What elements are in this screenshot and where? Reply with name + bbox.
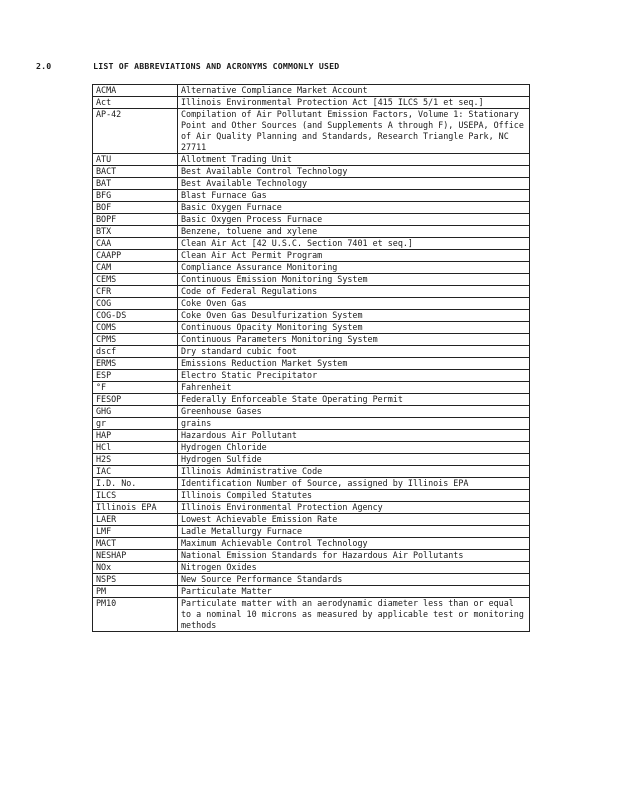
abbreviations-table-body [93, 85, 530, 632]
abbreviation-cell: PM [93, 586, 178, 598]
definition-cell: Illinois Administrative Code [178, 466, 530, 478]
abbreviation-cell: °F [93, 382, 178, 394]
table-row [93, 586, 530, 598]
table-row [93, 214, 530, 226]
definition-cell: National Emission Standards for Hazardous Air Pollutants [178, 550, 530, 562]
definition-cell: Hydrogen Chloride [178, 442, 530, 454]
abbreviation-cell: BACT [93, 166, 178, 178]
abbreviation-cell: ILCS [93, 490, 178, 502]
table-row [93, 322, 530, 334]
abbreviation-cell: ERMS [93, 358, 178, 370]
table-row [93, 466, 530, 478]
table-row [93, 514, 530, 526]
definition-cell: Illinois Compiled Statutes [178, 490, 530, 502]
table-row [93, 418, 530, 430]
definition-cell: Clean Air Act Permit Program [178, 250, 530, 262]
definition-cell: Basic Oxygen Process Furnace [178, 214, 530, 226]
table-row [93, 286, 530, 298]
definition-cell: Continuous Parameters Monitoring System [178, 334, 530, 346]
table-row [93, 394, 530, 406]
table-row [93, 550, 530, 562]
abbreviation-cell: BTX [93, 226, 178, 238]
abbreviation-cell: H2S [93, 454, 178, 466]
table-row [93, 502, 530, 514]
table-row [93, 538, 530, 550]
abbreviation-cell: COMS [93, 322, 178, 334]
table-row [93, 526, 530, 538]
table-row [93, 298, 530, 310]
abbreviation-cell: HCl [93, 442, 178, 454]
definition-cell: Continuous Opacity Monitoring System [178, 322, 530, 334]
table-row [93, 358, 530, 370]
definition-cell: Federally Enforceable State Operating Permit [178, 394, 530, 406]
definition-cell: Nitrogen Oxides [178, 562, 530, 574]
definition-cell: Maximum Achievable Control Technology [178, 538, 530, 550]
table-row [93, 574, 530, 586]
abbreviation-cell: IAC [93, 466, 178, 478]
definition-cell: Coke Oven Gas Desulfurization System [178, 310, 530, 322]
definition-cell: Greenhouse Gases [178, 406, 530, 418]
table-row [93, 190, 530, 202]
definition-cell: Hydrogen Sulfide [178, 454, 530, 466]
table-row [93, 226, 530, 238]
definition-cell: grains [178, 418, 530, 430]
definition-cell: Clean Air Act [42 U.S.C. Section 7401 et seq.] [178, 238, 530, 250]
table-row [93, 370, 530, 382]
definition-cell: Benzene, toluene and xylene [178, 226, 530, 238]
table-row [93, 454, 530, 466]
definition-cell: Code of Federal Regulations [178, 286, 530, 298]
definition-cell: Compliance Assurance Monitoring [178, 262, 530, 274]
abbreviation-cell: MACT [93, 538, 178, 550]
abbreviation-cell: AP-42 [93, 109, 178, 154]
definition-cell: Dry standard cubic foot [178, 346, 530, 358]
abbreviation-cell: I.D. No. [93, 478, 178, 490]
table-row [93, 250, 530, 262]
table-row [93, 97, 530, 109]
definition-cell: Lowest Achievable Emission Rate [178, 514, 530, 526]
abbreviation-cell: HAP [93, 430, 178, 442]
abbreviation-cell: GHG [93, 406, 178, 418]
abbreviation-cell: BAT [93, 178, 178, 190]
abbreviations-table [92, 84, 530, 632]
table-row [93, 334, 530, 346]
definition-cell: Compilation of Air Pollutant Emission Factors, Volume 1: Stationary Point and Other Sources (and Supplements A through F), USEPA, Office of Air Quality Planning and Standards, Research Triangle Park, NC 27711 [178, 109, 530, 154]
definition-cell: Particulate Matter [178, 586, 530, 598]
table-row [93, 262, 530, 274]
abbreviation-cell: BFG [93, 190, 178, 202]
definition-cell: Coke Oven Gas [178, 298, 530, 310]
table-row [93, 85, 530, 97]
table-row [93, 274, 530, 286]
definition-cell: Fahrenheit [178, 382, 530, 394]
definition-cell: Best Available Technology [178, 178, 530, 190]
abbreviation-cell: ESP [93, 370, 178, 382]
abbreviation-cell: BOF [93, 202, 178, 214]
definition-cell: Basic Oxygen Furnace [178, 202, 530, 214]
table-row [93, 346, 530, 358]
table-row [93, 238, 530, 250]
abbreviation-cell: LMF [93, 526, 178, 538]
definition-cell: Blast Furnace Gas [178, 190, 530, 202]
abbreviation-cell: ACMA [93, 85, 178, 97]
definition-cell: Allotment Trading Unit [178, 154, 530, 166]
abbreviation-cell: LAER [93, 514, 178, 526]
definition-cell: Best Available Control Technology [178, 166, 530, 178]
table-row [93, 430, 530, 442]
table-row [93, 109, 530, 154]
abbreviation-cell: gr [93, 418, 178, 430]
definition-cell: Electro Static Precipitator [178, 370, 530, 382]
section-heading [36, 61, 339, 71]
table-row [93, 202, 530, 214]
table-row [93, 154, 530, 166]
abbreviation-cell: CAA [93, 238, 178, 250]
table-row [93, 382, 530, 394]
abbreviation-cell: CPMS [93, 334, 178, 346]
definition-cell: Alternative Compliance Market Account [178, 85, 530, 97]
abbreviation-cell: dscf [93, 346, 178, 358]
table-row [93, 598, 530, 632]
abbreviation-cell: PM10 [93, 598, 178, 632]
abbreviation-cell: COG-DS [93, 310, 178, 322]
definition-cell: Identification Number of Source, assigned by Illinois EPA [178, 478, 530, 490]
abbreviation-cell: CAAPP [93, 250, 178, 262]
abbreviation-cell: Illinois EPA [93, 502, 178, 514]
abbreviation-cell: NOx [93, 562, 178, 574]
abbreviation-cell: ATU [93, 154, 178, 166]
section-title: LIST OF ABBREVIATIONS AND ACRONYMS COMMONLY USED [93, 61, 340, 71]
table-row [93, 310, 530, 322]
abbreviation-cell: FESOP [93, 394, 178, 406]
section-number: 2.0 [36, 61, 52, 71]
table-row [93, 178, 530, 190]
table-row [93, 490, 530, 502]
definition-cell: Illinois Environmental Protection Act [415 ILCS 5/1 et seq.] [178, 97, 530, 109]
abbreviation-cell: CAM [93, 262, 178, 274]
abbreviation-cell: BOPF [93, 214, 178, 226]
abbreviation-cell: NSPS [93, 574, 178, 586]
definition-cell: Emissions Reduction Market System [178, 358, 530, 370]
table-row [93, 166, 530, 178]
definition-cell: Hazardous Air Pollutant [178, 430, 530, 442]
definition-cell: Illinois Environmental Protection Agency [178, 502, 530, 514]
abbreviation-cell: Act [93, 97, 178, 109]
abbreviation-cell: NESHAP [93, 550, 178, 562]
abbreviation-cell: COG [93, 298, 178, 310]
definition-cell: Ladle Metallurgy Furnace [178, 526, 530, 538]
table-row [93, 442, 530, 454]
definition-cell: New Source Performance Standards [178, 574, 530, 586]
table-row [93, 406, 530, 418]
abbreviation-cell: CFR [93, 286, 178, 298]
table-row [93, 478, 530, 490]
abbreviation-cell: CEMS [93, 274, 178, 286]
definition-cell: Particulate matter with an aerodynamic diameter less than or equal to a nominal 10 microns as measured by applicable test or monitoring methods [178, 598, 530, 632]
definition-cell: Continuous Emission Monitoring System [178, 274, 530, 286]
table-row [93, 562, 530, 574]
